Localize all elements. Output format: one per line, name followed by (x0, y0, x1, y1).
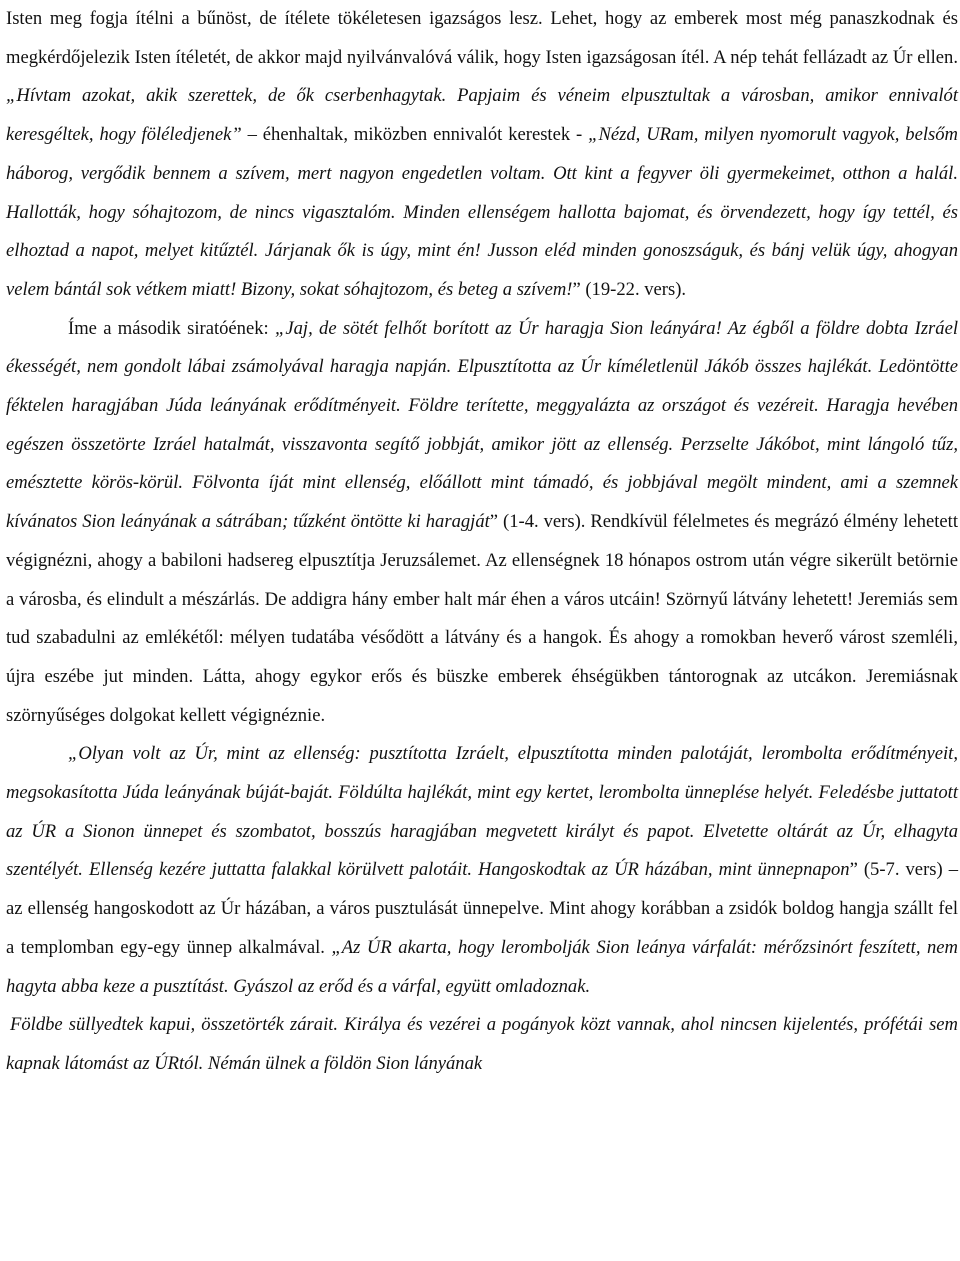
paragraph-1-quote-2: „Nézd, URam, milyen nyomorult vagyok, belsőm háborog, vergődik bennem a szívem, mert nagyon engedetlen voltam. Ott kint a fegyver öli gyermekeimet, otthon a halál. Hallották, hogy sóhajtozom, de nincs vigasztalóm. Minden ellenségem hallotta bajomat, és örvendezett, hogy így tettél, és elhoztad a napot, melyet kitűztél. Járjanak ők is úgy, mint én! Jusson eléd minden gonoszságuk, és bánj velük úgy, ahogyan velem bántál sok vétkem miatt! Bizony, sokat sóhajtozom, és beteg a szívem! (6, 124, 958, 300)
paragraph-2-quote: „Jaj, de sötét felhőt borított az Úr haragja Sion leányára! Az égből a földre dobta Izráel ékességét, nem gondolt lábai zsámolyával haragja napján. Elpusztította az Úr kíméletlenül Jákób összes hajlékát. Ledöntötte féktelen haragjában Júda leányának erődítményeit. Földre terítette, meggyalázta az országot és vezéreit. Haragja hevében egészen összetörte Izráel hatalmát, visszavonta segítő jobbját, amikor jött az ellenség. Perzselte Jákóbot, mint lángoló tűz, emésztette körös-körül. Fölvonta íját mint ellenség, előállott mint támadó, és jobbjával megölt mindent, ami a szemnek kívánatos Sion leányának a sátrában; tűzként öntötte ki haragját (6, 317, 959, 533)
paragraph-1-quote-1: „Hívtam azokat, akik szerettek, de ők cserbenhagytak. Papjaim és véneim elpusztultak a városban, amikor ennivalót keresgéltek, hogy föléledjenek” – (6, 85, 958, 146)
paragraph-1-text-1: Isten meg fogja ítélni a bűnöst, de ítélete tökéletesen igazságos lesz. Lehet, hogy az emberek most még panaszkodnak és megkérdőjelezik Isten ítéletét, de akkor majd nyilvánvalóvá válik, hogy Isten igazságosan ítél. A nép tehát fellázadt az Úr ellen. (6, 8, 958, 68)
document-page (6, 0, 958, 1084)
paragraph-1 (6, 0, 958, 310)
paragraph-1-text-2: éhenhaltak, miközben ennivalót kerestek - (262, 124, 589, 146)
paragraph-2-text-2: ” (1-4. vers). Rendkívül félelmetes és megrázó élmény lehetett végignézni, ahogy a babiloni hadsereg elpusztítja Jeruzsálemet. Az ellenségnek 18 hónapos ostrom után végre sikerült betörnie a városba, és elindult a mészárlás. De addigra hány ember halt már éhen a város utcáin! Szörnyű látvány lehetett! Jeremiás sem tud szabadulni az emlékétől: mélyen tudatába vésődött a látvány és a hangok. És ahogy a romokban heverő várost szemléli, újra eszébe jut minden. Látta, ahogy egykor erős és büszke emberek éhségükben tántorognak az utcákon. Jeremiásnak szörnyűséges dolgokat kellett végignéznie. (6, 511, 958, 726)
paragraph-1-reference: ” (19-22. vers). (572, 278, 687, 300)
paragraph-2-text-1: Íme a második siratóének: (68, 317, 276, 339)
paragraph-4 (6, 1006, 958, 1083)
paragraph-3-quote-1: „Olyan volt az Úr, mint az ellenség: pusztította Izráelt, elpusztította minden palotáját, lerombolta erődítményeit, megsokasította Júda leányának búját-baját. Földúlta hajlékát, mint egy kertet, lerombolta ünneplése helyét. Feledésbe juttatott az ÚR a Sionon ünnepet és szombatot, bosszús haragjában megvetett királyt és papot. Elvetette oltárát az Úr, elhagyta szentélyét. Ellenség kezére juttatta falakkal körülvett palotáit. Hangoskodtak az ÚR házában, mint ünnepnapon (6, 743, 958, 881)
paragraph-3-quote-2: „Az ÚR akarta, hogy lerombolják Sion leánya várfalát: mérőzsinórt feszített, nem hagyta abba keze a pusztítást. Gyászol az erőd és a várfal, együtt omladoznak. (6, 936, 958, 997)
paragraph-3-text: ” (5-7. vers) – az ellenség hangoskodott az Úr házában, a város pusztulását ünnepelve. Mint ahogy korábban a zsidók boldog hangja szállt fel a templomban egy-egy ünnep alkalmával. (6, 859, 959, 958)
paragraph-3 (6, 735, 958, 1006)
paragraph-4-quote: Földbe süllyedtek kapui, összetörték zárait. Királya és vezérei a pogányok közt vannak, ahol nincsen kijelentés, prófétái sem kapnak látomást az ÚRtól. Némán ülnek a földön Sion lányának (6, 1014, 958, 1074)
paragraph-2 (6, 310, 958, 736)
